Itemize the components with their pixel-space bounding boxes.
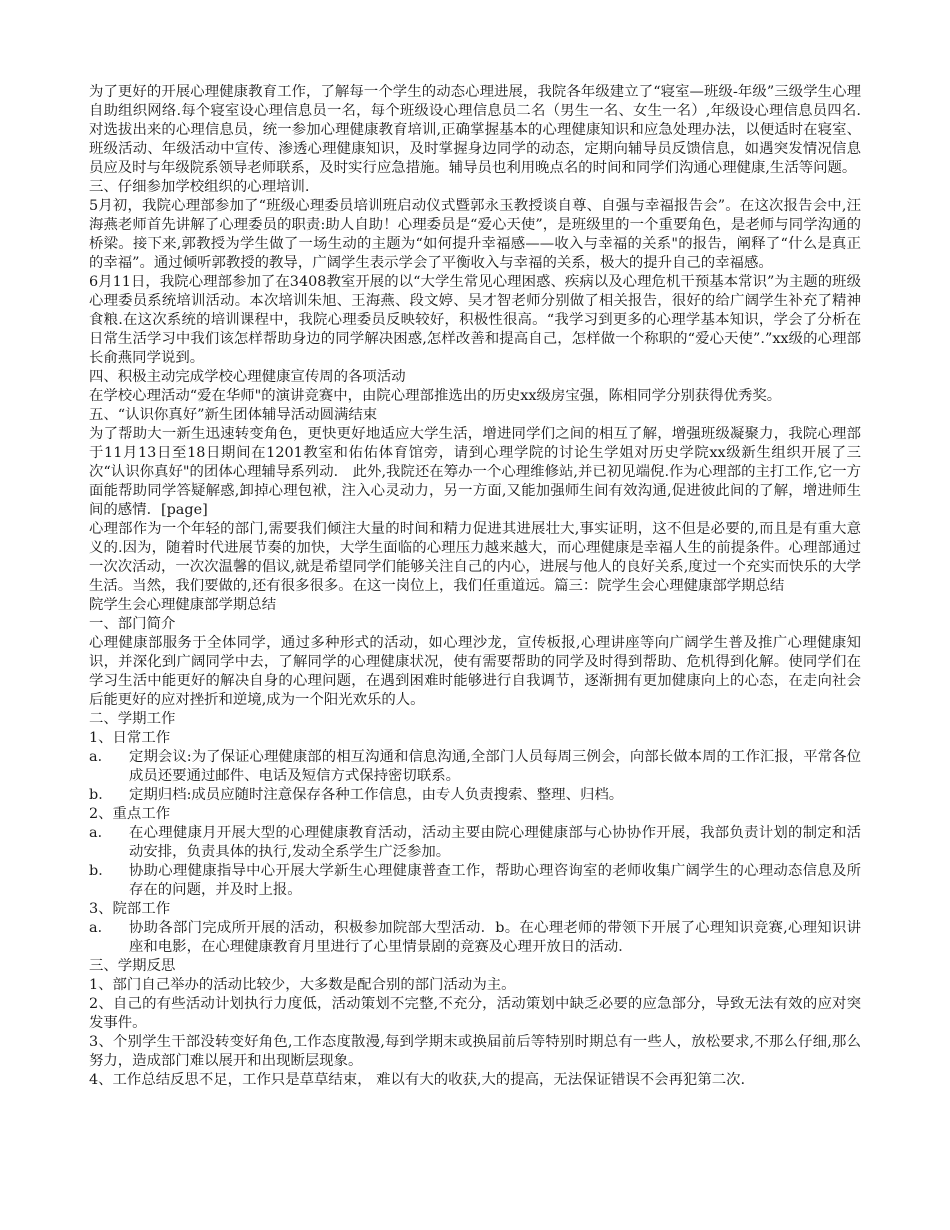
paragraph: 4、工作总结反思不足，工作只是草草结束， 难以有大的收获,大的提高，无法保证错误不会再犯第二次. bbox=[89, 1072, 746, 1088]
paragraph: 3、个别学生干部没转变好角色,工作态度散漫,每到学期末或换届前后等特别时期总有一些人，放松要求,不那么仔细,那么努力，造成部门难以展开和出现断层现象。 bbox=[89, 1034, 861, 1069]
section-heading: 五、“认识你真好”新生团体辅导活动圆满结束 bbox=[89, 407, 378, 423]
list-item bbox=[89, 786, 861, 805]
list-item-text: 协助各部门完成所开展的活动，积极参加院部大型活动．b。在心理老师的带领下开展了心理知识竞赛,心理知识讲座和电影，在心理健康教育月里进行了心里情景剧的竞赛及心理开放日的活动． bbox=[129, 920, 861, 955]
section-heading: 三、学期反思 bbox=[89, 958, 176, 974]
document-body bbox=[89, 83, 861, 1090]
paragraph: 6月11日，我院心理部参加了在3408教室开展的以“大学生常见心理困惑、疾病以及心理危机干预基本常识”为主题的班级心理委员系统培训活动。本次培训朱旭、王海燕、段文婷、吴才智老师分别做了相关报告，很好的给广阔学生补充了精神食粮.在这次系统的培训课程中，我院心理委员反映较好，积极性很高。“我学习到更多的心理学基本知识，学会了分析在日常生活学习中我们该怎样帮助身边的同学解决困惑,怎样改善和提高自己，怎样做一个称职的“爱心天使”.”xx级的心理部长俞燕同学说到。 bbox=[89, 274, 861, 366]
list-item-text: 定期会议:为了保证心理健康部的相互沟通和信息沟通,全部门人员每周三例会，向部长做本周的工作汇报，平常各位成员还要通过邮件、电话及短信方式保持密切联系。 bbox=[129, 749, 861, 784]
list-item bbox=[89, 748, 861, 786]
paragraph: 2、自己的有些活动计划执行力度低，活动策划不完整,不充分，活动策划中缺乏必要的应急部分，导致无法有效的应对突发事件。 bbox=[89, 996, 861, 1031]
section-heading: 三、仔细参加学校组织的心理培训. bbox=[89, 179, 310, 195]
section-heading: 一、部门简介 bbox=[89, 616, 176, 632]
list-item-text: 协助心理健康指导中心开展大学新生心理健康普查工作，帮助心理咨询室的老师收集广阔学生的心理动态信息及所存在的问题，并及时上报。 bbox=[129, 863, 861, 898]
subsection-heading: 3、院部工作 bbox=[89, 901, 171, 917]
paragraph: 为了帮助大一新生迅速转变角色，更快更好地适应大学生活，增进同学们之间的相互了解，增强班级凝聚力，我院心理部于11月13日至18日期间在1201教室和佑佑体育馆旁，请到心理学院的讨论生学姐对历史学院xx级新生组织开展了三次“认识你真好"的团体心理辅导系列动． 此外,我院还在筹办一个心理维修站,并已初见端倪.作为心理部的主打工作,它一方面能帮助同学答疑解惑,卸掉心理包袱，注入心灵动力，另一方面,又能加强师生间有效沟通,促进彼此间的了解，增进师生间的感情．[page] bbox=[89, 426, 861, 518]
paragraph: 心理健康部服务于全体同学，通过多种形式的活动，如心理沙龙，宣传板报,心理讲座等向广阔学生普及推广心理健康知识，并深化到广阔同学中去，了解同学的心理健康状况，使有需要帮助的同学及时得到帮助、危机得到化解。使同学们在学习生活中能更好的解决自身的心理问题，在遇到困难时能够进行自我调节，逐渐拥有更加健康向上的心态，在走向社会后能更好的应对挫折和逆境,成为一个阳光欢乐的人。 bbox=[89, 635, 861, 708]
section-heading: 四、积极主动完成学校心理健康宣传周的各项活动 bbox=[89, 369, 406, 385]
paragraph: 1、部门自己举办的活动比较少，大多数是配合别的部门活动为主。 bbox=[89, 977, 516, 993]
paragraph: 为了更好的开展心理健康教育工作，了解每一个学生的动态心理进展，我院各年级建立了“寝室—班级-年级”三级学生心理自助组织网络.每个寝室设心理信息员一名，每个班级设心理信息员二名（男生一名、女生一名）,年级设心理信息员四名.对选拔出来的心理信息员，统一参加心理健康教育培训,正确掌握基本的心理健康知识和应急处理办法，以便适时在寝室、班级活动、年级活动中宣传、渗透心理健康知识，及时掌握身边同学的动态，定期向辅导员反馈信息，如遇突发情况信息员应及时与年级院系领导老师联系，及时实行应急措施。辅导员也利用晚点名的时间和同学们沟通心理健康,生活等问题。 bbox=[89, 84, 861, 176]
paragraph: 在学校心理活动“爱在华师"的演讲竞赛中，由院心理部推选出的历史xx级房宝强，陈相同学分别获得优秀奖。 bbox=[89, 388, 782, 404]
list-item-text: 定期归档:成员应随时注意保存各种工作信息，由专人负责搜索、整理、归档。 bbox=[129, 787, 624, 803]
paragraph: 心理部作为一个年轻的部门,需要我们倾注大量的时间和精力促进其进展壮大,事实证明，这不但是必要的,而且是有重大意义的.因为，随着时代进展节奏的加快，大学生面临的心理压力越来越大，而心理健康是幸福人生的前提条件。心理部通过一次次活动，一次次温馨的倡议,就是希望同学们能够关注自己的内心，进展与他人的良好关系,度过一个充实而快乐的大学生活。当然，我们要做的,还有很多很多。在这一岗位上，我们任重道远。篇三：院学生会心理健康部学期总结 bbox=[89, 521, 861, 594]
paragraph: 5月初，我院心理部参加了“班级心理委员培训班启动仪式暨郭永玉教授谈自尊、自强与幸福报告会”。在这次报告会中,汪海燕老师首先讲解了心理委员的职责:助人自助！心理委员是“爱心天使”，是班级里的一个重要角色，是老师与同学沟通的桥梁。接下来,郭教授为学生做了一场生动的主题为“如何提升幸福感——收入与幸福的关系"的报告，阐释了“什么是真正的幸福”。通过倾听郭教授的教导，广阔学生表示学会了平衡收入与幸福的关系，极大的提升自己的幸福感。 bbox=[89, 198, 861, 271]
list-item bbox=[89, 919, 861, 957]
list-marker: b． bbox=[89, 863, 113, 879]
section-heading: 二、学期工作 bbox=[89, 711, 176, 727]
list-marker: a． bbox=[89, 825, 112, 841]
list-marker: a． bbox=[89, 749, 112, 765]
list-item bbox=[89, 824, 861, 862]
list-item-text: 在心理健康月开展大型的心理健康教育活动，活动主要由院心理健康部与心协协作开展，我部负责计划的制定和活动安排，负责具体的执行,发动全系学生广泛参加。 bbox=[129, 825, 861, 860]
document-title: 院学生会心理健康部学期总结 bbox=[89, 597, 277, 613]
list-marker: b． bbox=[89, 787, 113, 803]
subsection-heading: 2、重点工作 bbox=[89, 806, 171, 822]
list-marker: a． bbox=[89, 920, 112, 936]
subsection-heading: 1、日常工作 bbox=[89, 730, 171, 746]
list-item bbox=[89, 862, 861, 900]
